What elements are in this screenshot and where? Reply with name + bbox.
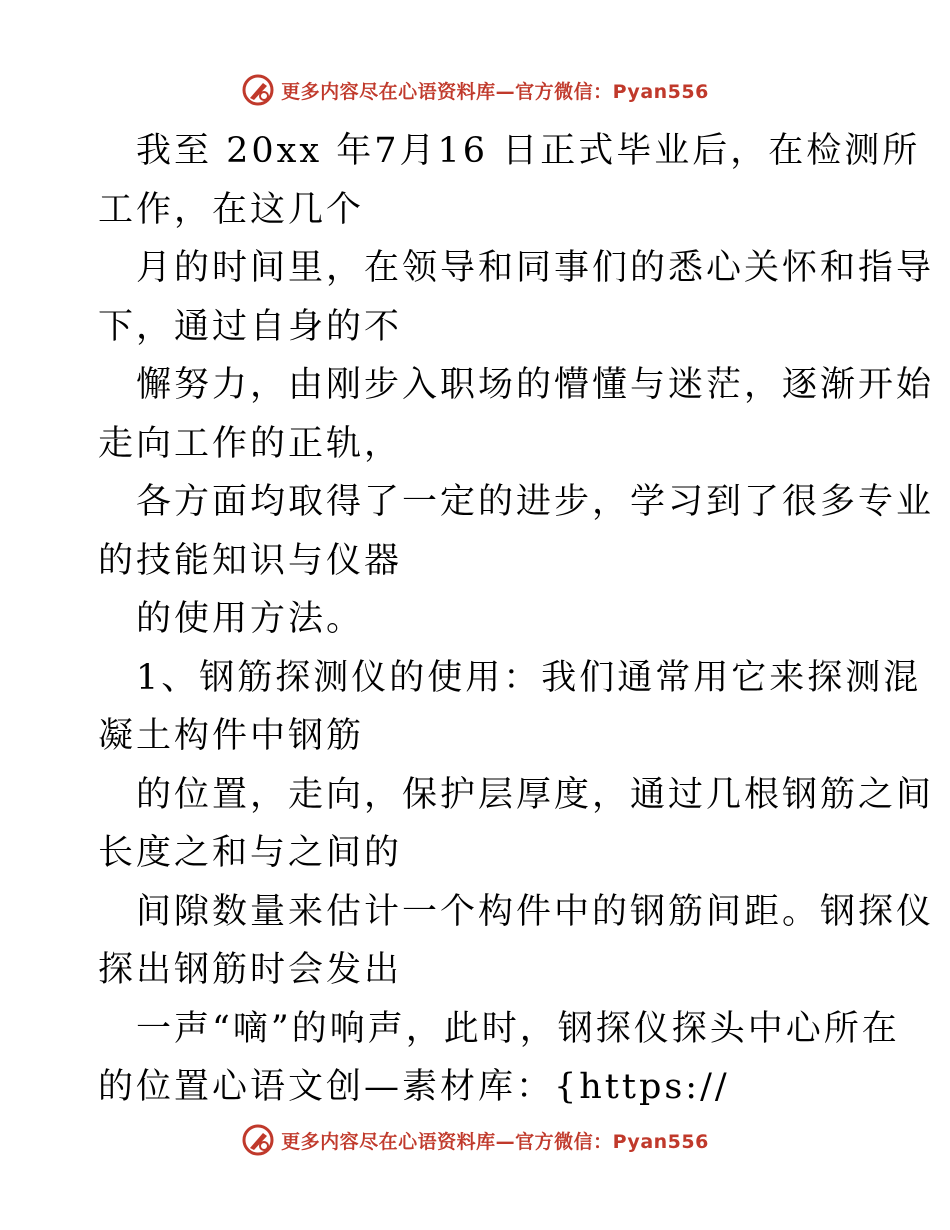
body-line: 我至 20xx 年7月16 日正式毕业后，在检测所	[136, 131, 921, 171]
body-line: 的位置心语文创—素材库：{https://	[98, 1067, 730, 1107]
body-line: 的使用方法。	[136, 599, 365, 639]
body-line: 间隙数量来估计一个构件中的钢筋间距。钢探仪	[136, 891, 935, 932]
body-line: 1、钢筋探测仪的使用：我们通常用它来探测混	[136, 657, 922, 698]
header-banner-text: 更多内容尽在心语资料库—官方微信：Pyan556	[281, 80, 709, 103]
document-body	[98, 122, 935, 1117]
body-line: 工作，在这几个	[98, 189, 365, 230]
body-line: 长度之和与之间的	[98, 833, 403, 873]
body-line: 懈努力，由刚步入职场的懵懂与迷茫，逐渐开始	[136, 365, 935, 405]
body-line: 一声“嘀”的响声，此时，钢探仪探头中心所在	[136, 1008, 900, 1049]
pen-circle-icon	[241, 1123, 275, 1157]
header-banner	[0, 70, 950, 110]
pen-circle-icon	[241, 73, 275, 107]
footer-banner-text: 更多内容尽在心语资料库—官方微信：Pyan556	[281, 1130, 709, 1153]
body-line: 下，通过自身的不	[98, 306, 403, 347]
body-line: 月的时间里，在领导和同事们的悉心关怀和指导	[136, 248, 935, 288]
footer-banner	[0, 1120, 950, 1160]
body-line: 的位置，走向，保护层厚度，通过几根钢筋之间	[136, 774, 935, 815]
body-line: 的技能知识与仪器	[98, 540, 403, 581]
body-line: 各方面均取得了一定的进步，学习到了很多专业	[136, 482, 935, 522]
body-line: 走向工作的正轨，	[98, 423, 403, 464]
body-line: 探出钢筋时会发出	[98, 950, 403, 990]
body-line: 凝土构件中钢筋	[98, 716, 365, 756]
